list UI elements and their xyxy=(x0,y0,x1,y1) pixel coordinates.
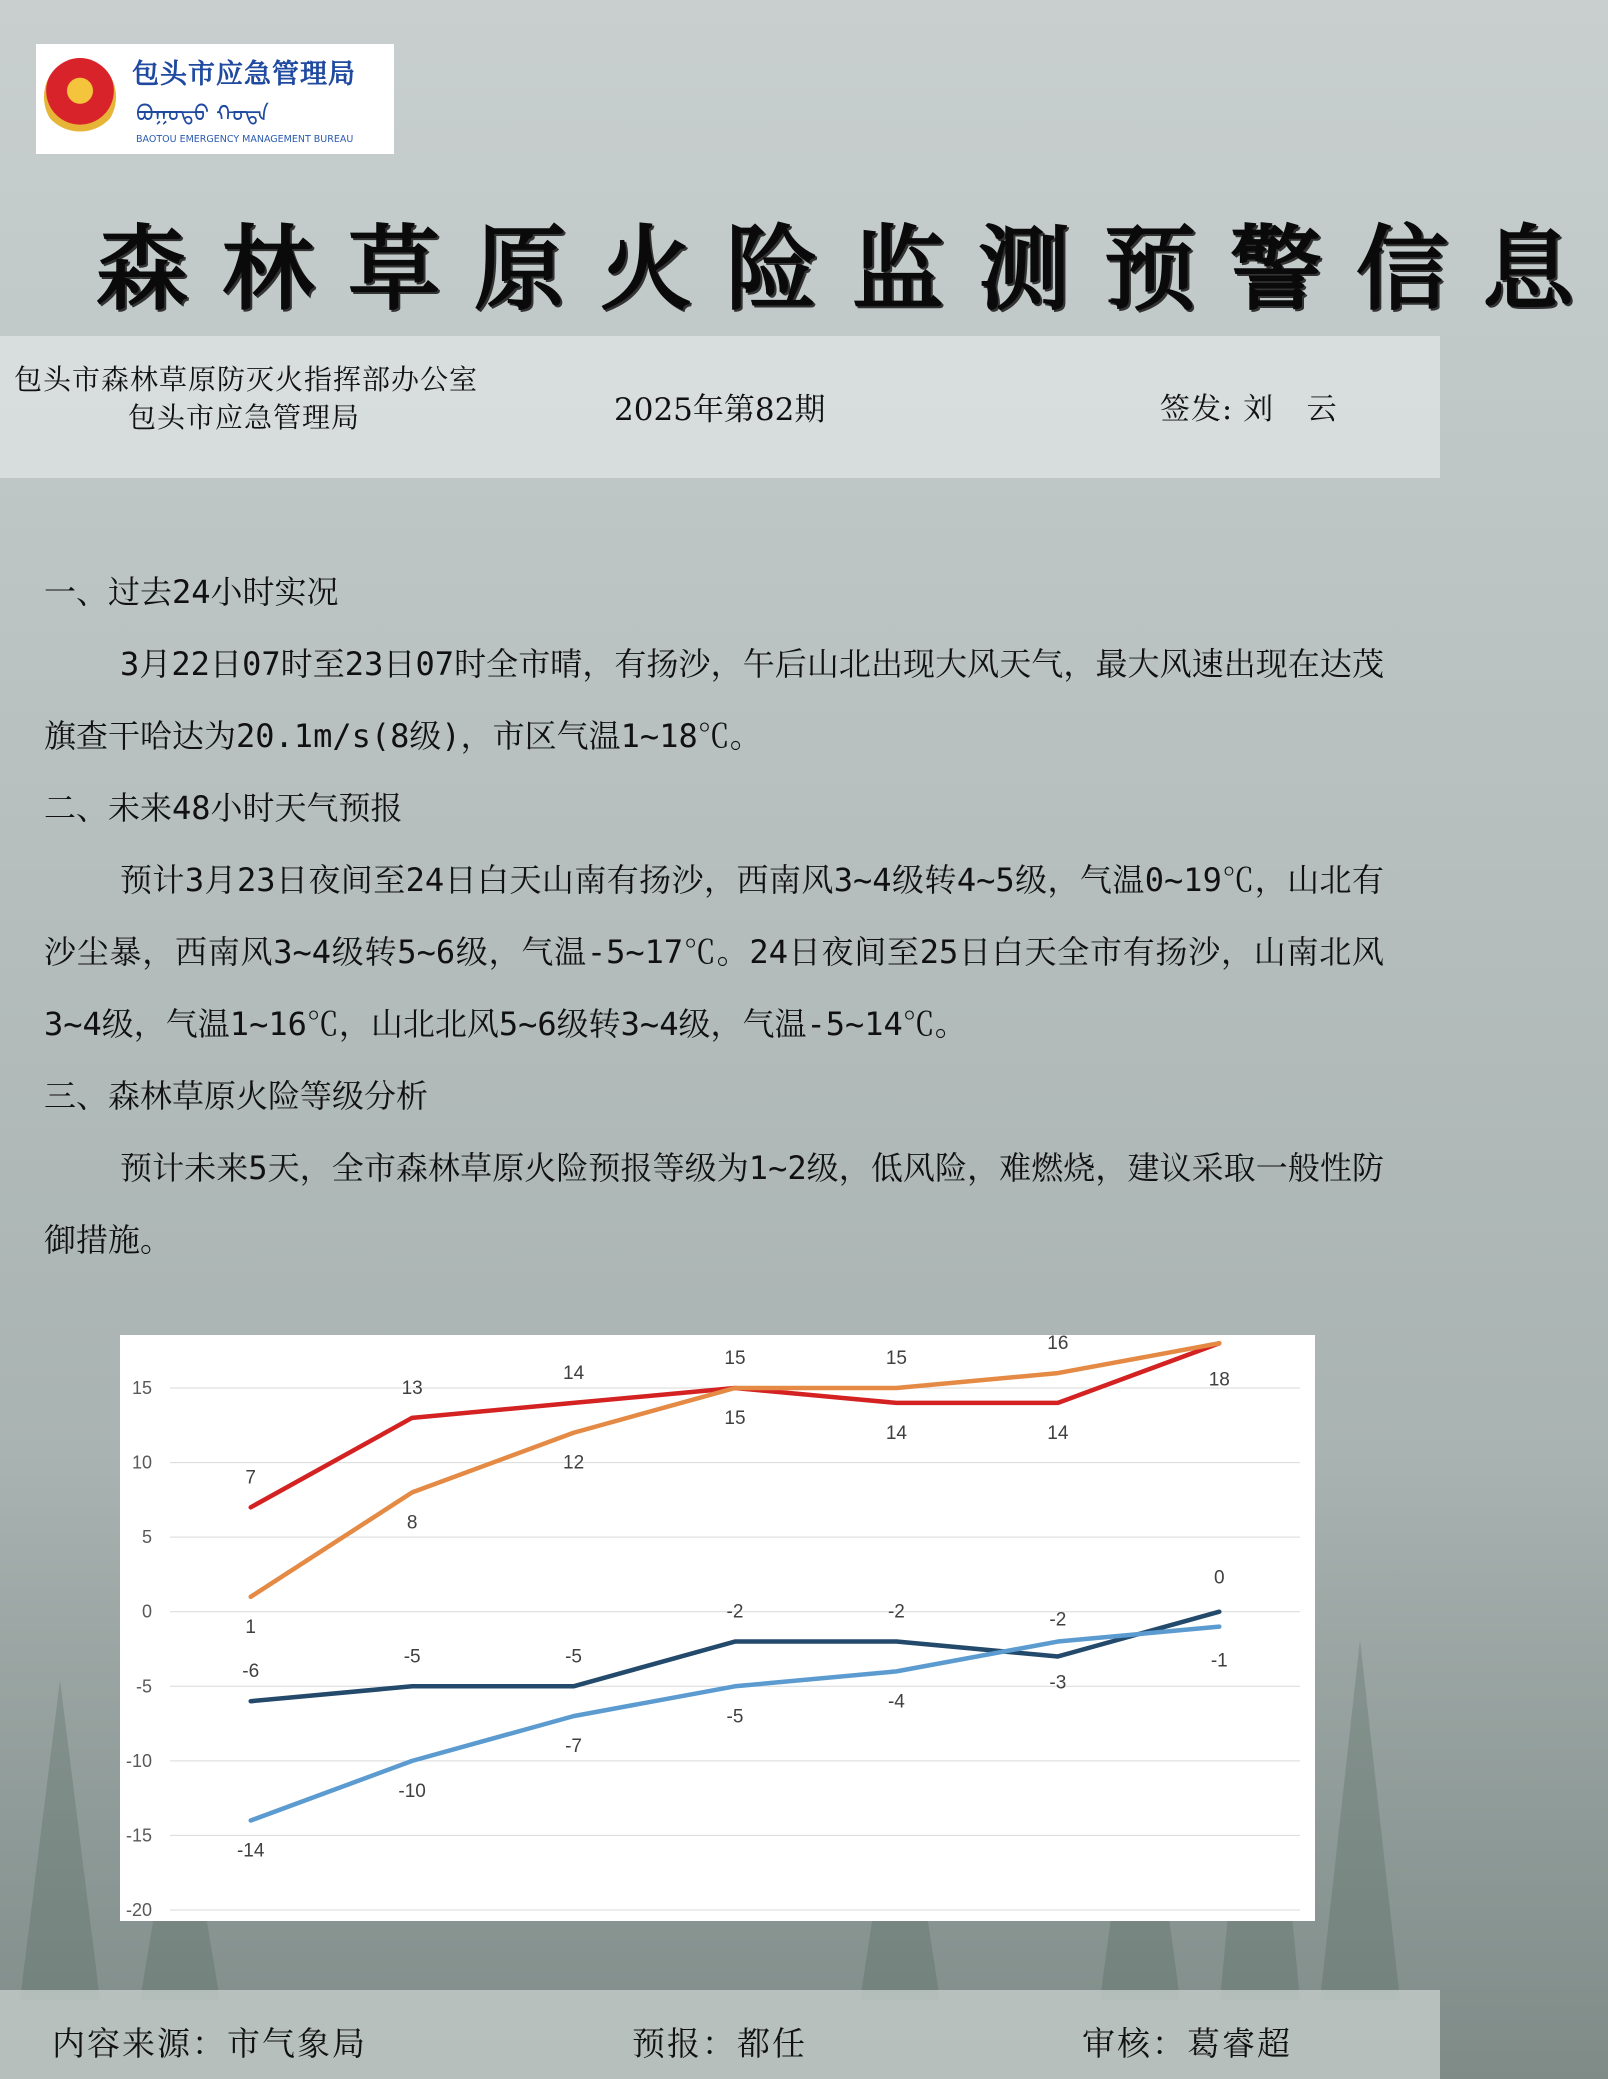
series-4-point xyxy=(1056,1640,1059,1643)
data-label: -7 xyxy=(565,1736,583,1758)
series-4-point xyxy=(895,1670,898,1673)
y-tick-label: -10 xyxy=(125,1750,152,1771)
data-label: 0 xyxy=(1213,1567,1225,1589)
data-label: -5 xyxy=(403,1646,421,1668)
report-body xyxy=(44,556,1384,1276)
y-tick-label: 15 xyxy=(131,1378,152,1398)
series-2-point xyxy=(895,1387,898,1390)
data-label: -2 xyxy=(726,1601,744,1623)
signer-label: 签发: xyxy=(1160,392,1234,427)
data-label: 15 xyxy=(885,1348,907,1369)
data-label: 15 xyxy=(724,1348,746,1369)
data-label: -4 xyxy=(887,1691,905,1713)
series-1-point xyxy=(895,1401,898,1404)
series-3-point xyxy=(249,1700,252,1703)
y-tick-label: 5 xyxy=(141,1527,152,1548)
series-2-point xyxy=(1056,1372,1059,1375)
footer-source: 内容来源：市气象局 xyxy=(52,2024,367,2063)
series-2-point xyxy=(411,1491,414,1494)
data-label: 1 xyxy=(245,1616,257,1638)
data-label: 8 xyxy=(406,1512,418,1534)
y-tick-label: 0 xyxy=(141,1601,152,1622)
series-3-point xyxy=(895,1640,898,1643)
issue-number: 2025年第82期 xyxy=(614,392,826,428)
page-title: 森林草原火险监测预警信息 xyxy=(96,215,1608,323)
national-emblem-icon xyxy=(44,58,116,136)
data-label: 14 xyxy=(885,1422,907,1444)
section-paragraph-1: 3月22日07时至23日07时全市晴，有扬沙，午后山北出现大风天气，最大风速出现在达茂旗查干哈达为20.1m/s(8级)，市区气温1~18℃。 xyxy=(44,645,1384,755)
series-4-point xyxy=(572,1715,575,1718)
series-3-point xyxy=(572,1685,575,1688)
series-4-point xyxy=(411,1759,414,1762)
footer-forecaster: 预报：都任 xyxy=(632,2024,807,2063)
data-label: -5 xyxy=(726,1706,744,1728)
data-label: -1 xyxy=(1210,1650,1228,1672)
series-3-point xyxy=(1056,1655,1059,1658)
data-label: -2 xyxy=(1049,1609,1067,1631)
data-label: 12 xyxy=(563,1452,585,1474)
series-2-point xyxy=(249,1595,252,1598)
data-label: 18 xyxy=(1208,1369,1230,1391)
bureau-logo xyxy=(36,44,394,154)
series-3-point xyxy=(734,1640,737,1643)
section-heading-1: 一、过去24小时实况 xyxy=(44,573,339,611)
issuer-line-2: 包头市应急管理局 xyxy=(128,401,361,434)
logo-name-mongolian: ᠪᠤᠭᠤᠲᠤ ᠬᠣᠲᠠ xyxy=(136,102,269,127)
data-label: 14 xyxy=(1047,1422,1069,1444)
data-label: 15 xyxy=(724,1408,746,1429)
series-4-point xyxy=(1218,1625,1221,1628)
signer-name: 刘 云 xyxy=(1243,392,1349,427)
section-paragraph-3: 预计未来5天，全市森林草原火险预报等级为1~2级，低风险，难燃烧，建议采取一般性防御措施。 xyxy=(44,1149,1384,1259)
section-paragraph-2: 预计3月23日夜间至24日白天山南有扬沙，西南风3~4级转4~5级，气温0~19℃，山北有沙尘暴，西南风3~4级转5~6级，气温-5~17℃。24日夜间至25日白天全市有扬沙，山南北风3~4级，气温1~16℃，山北北风5~6级转3~4级，气温-5~14℃。 xyxy=(44,861,1384,1043)
data-label: -6 xyxy=(242,1661,260,1683)
series-2-point xyxy=(572,1431,575,1434)
issuer-line-1: 包头市森林草原防灭火指挥部办公室 xyxy=(14,363,479,396)
y-tick-label: 10 xyxy=(131,1452,152,1473)
series-1-point xyxy=(249,1506,252,1509)
series-2-point xyxy=(1218,1342,1221,1345)
data-label: -5 xyxy=(565,1646,583,1668)
y-tick-label: -15 xyxy=(125,1825,152,1846)
footer-reviewer: 审核：葛睿超 xyxy=(1082,2024,1292,2063)
data-label: 16 xyxy=(1047,1333,1069,1355)
logo-name-cn: 包头市应急管理局 xyxy=(132,59,356,90)
data-label: -10 xyxy=(398,1780,426,1802)
data-label: -14 xyxy=(236,1840,265,1862)
y-tick-label: -5 xyxy=(135,1676,152,1697)
data-label: -3 xyxy=(1049,1672,1067,1694)
data-label: -2 xyxy=(887,1601,905,1623)
series-1-point xyxy=(572,1401,575,1404)
series-4-point xyxy=(734,1685,737,1688)
series-3-point xyxy=(411,1685,414,1688)
data-label: 7 xyxy=(245,1467,257,1489)
series-4-point xyxy=(249,1819,252,1822)
y-tick-label: -20 xyxy=(125,1900,152,1920)
logo-name-en: BAOTOU EMERGENCY MANAGEMENT BUREAU xyxy=(136,134,354,145)
section-heading-2: 二、未来48小时天气预报 xyxy=(44,789,403,827)
temperature-chart xyxy=(120,1335,1315,1921)
data-label: 13 xyxy=(401,1377,423,1399)
signer xyxy=(1160,384,1349,428)
series-3-point xyxy=(1218,1610,1221,1613)
series-line-2 xyxy=(251,1343,1220,1597)
series-1-point xyxy=(411,1416,414,1419)
series-1-point xyxy=(1056,1401,1059,1404)
section-heading-3: 三、森林草原火险等级分析 xyxy=(44,1077,429,1115)
data-label: 14 xyxy=(563,1362,585,1384)
series-2-point xyxy=(734,1387,737,1390)
footer xyxy=(0,1990,1440,2079)
temperature-chart-svg xyxy=(120,1335,1315,1921)
